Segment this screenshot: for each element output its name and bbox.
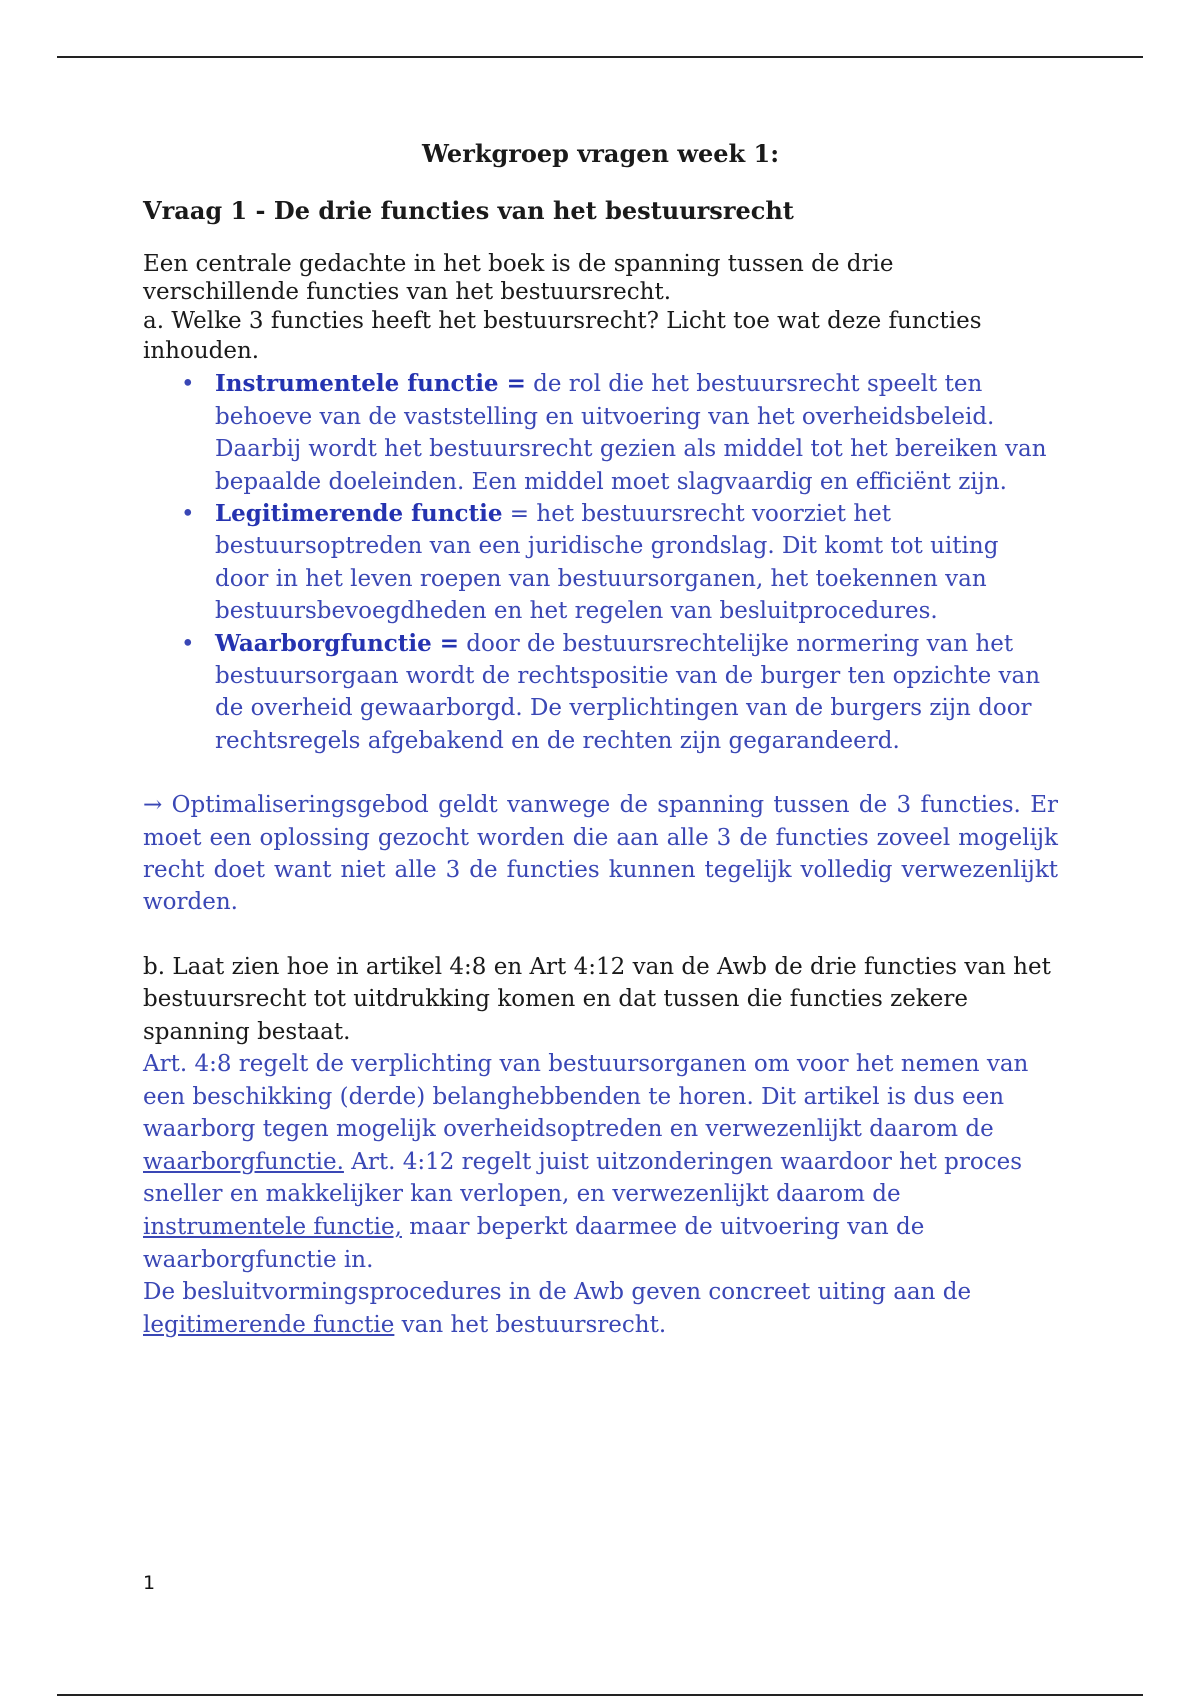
question-b: b. Laat zien hoe in artikel 4:8 en Art 4:12 van de Awb de drie functies van het bestuursrecht tot uitdrukking komen en dat tussen die functies zekere spanning bestaat. [143, 953, 1051, 1045]
bullet-icon: • [181, 630, 195, 657]
answer-b-part-3: maar beperkt daarmee de uitvoering van de waarborgfunctie in. [143, 1214, 925, 1273]
function-description: door de bestuursrechtelijke normering van het bestuursorgaan wordt de rechtspositie van de burger ten opzichte van de overheid gewaarborgd. De verplichtingen van de burgers zijn door rechtsregels afgebakend en de rechten zijn gegarandeerd. [215, 630, 1041, 754]
answer-b-part-4: De besluitvormingsprocedures in de Awb geven concreet uiting aan de [143, 1279, 972, 1306]
bottom-rule [57, 1694, 1143, 1696]
bullet-icon: • [181, 501, 195, 527]
spacer [143, 919, 1058, 951]
function-term: Legitimerende functie [215, 500, 503, 527]
bullet-icon: • [181, 371, 195, 398]
answer-b [143, 1048, 1058, 1341]
top-rule [57, 56, 1143, 58]
instrumentele-functie-link[interactable]: instrumentele functie, [143, 1214, 402, 1241]
spacer [143, 757, 1058, 789]
intro-line-1: Een centrale gedachte in het boek is de spanning tussen de drie [143, 251, 894, 278]
document-title: Werkgroep vragen week 1: [421, 139, 780, 168]
answer-b-part-2: Art. 4:12 regelt juist uitzonderingen waardoor het proces sneller en makkelijker kan verlopen, en verwezenlijkt daarom de [143, 1148, 1022, 1208]
intro-paragraph [143, 250, 1058, 306]
legitimerende-functie-link[interactable]: legitimerende functie [143, 1311, 395, 1338]
function-term: Waarborgfunctie = [215, 629, 459, 657]
optimization-note: → Optimaliseringsgebod geldt vanwege de spanning tussen de 3 functies. Er moet een oplossing gezocht worden die aan alle 3 de functies zoveel mogelijk recht doet want niet alle 3 de functies kunnen tegelijk volledig verwezenlijkt worden. [143, 792, 1058, 916]
functions-list [143, 368, 1058, 757]
function-description: = het bestuursrecht voorziet het bestuursoptreden van een juridische grondslag. Dit komt tot uiting door in het leven roepen van bestuursorganen, het toekennen van bestuursbevoegdheden en het regelen van besluitprocedures. [215, 501, 999, 625]
waarborgfunctie-link[interactable]: waarborgfunctie. [143, 1148, 344, 1175]
page-number: 1 [143, 1572, 156, 1594]
list-item [181, 498, 1058, 628]
answer-b-part-1: Art. 4:8 regelt de verplichting van bestuursorganen om voor het nemen van een beschikking (derde) belanghebbenden te horen. Dit artikel is dus een waarborg tegen mogelijk overheidsoptreden en verwezenlijkt daarom de [143, 1051, 1029, 1143]
answer-b-part-5: van het bestuursrecht. [394, 1311, 667, 1338]
intro-line-2: verschillende functies van het bestuursrecht. [143, 279, 672, 306]
function-term: Instrumentele functie = [215, 370, 526, 398]
list-item [181, 368, 1058, 498]
question-a: a. Welke 3 functies heeft het bestuursrecht? Licht toe wat deze functies inhouden. [143, 308, 982, 365]
function-description: de rol die het bestuursrecht speelt ten behoeve van de vaststelling en uitvoering van het overheidsbeleid. Daarbij wordt het bestuursrecht gezien als middel tot het bereiken van bepaalde doeleinden. Een middel moet slagvaardig en efficiënt zijn. [215, 371, 1047, 495]
document-body [143, 138, 1058, 1341]
list-item [181, 628, 1058, 758]
question-heading: Vraag 1 - De drie functies van het bestuursrecht [143, 196, 794, 226]
